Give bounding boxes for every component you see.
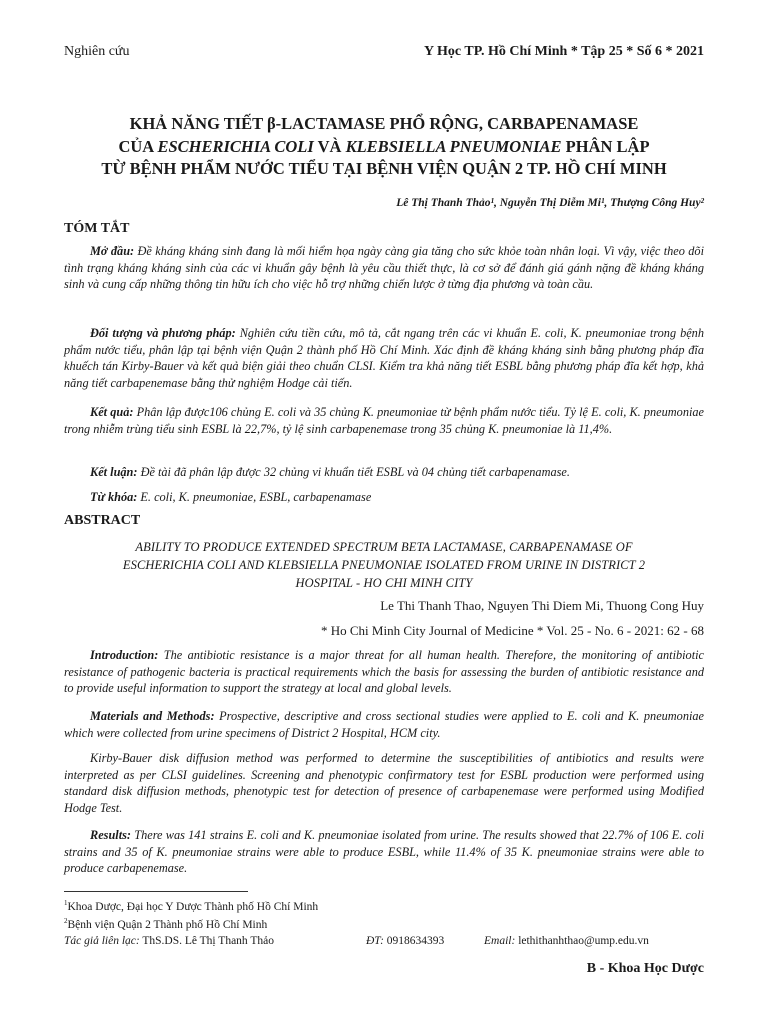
abstract-methods-label: Materials and Methods: — [90, 709, 215, 723]
title-text: PHÂN LẬP — [561, 136, 650, 156]
title-species-kpneumoniae: KLEBSIELLA PNEUMONIAE — [345, 136, 562, 156]
en-title-line-1: ABILITY TO PRODUCE EXTENDED SPECTRUM BETA LACTAMASE, CARBAPENAMASE OF — [135, 540, 633, 554]
summary-methods-text: Nghiên cứu tiền cứu, mô tả, cắt ngang trên các vi khuẩn E. coli, K. pneumoniae trong bệnh phẩm nước tiểu, phân lập tại bệnh viện Quận 2 thành phố Hồ Chí Minh. Xác định đề kháng kháng sinh bằng phương pháp đĩa khuếch tán Kirby-Bauer và kết quả biện giải theo chuẩn CLSI. Kiểm tra khả năng tiết ESBL bằng phương pháp đĩa kết hợp, khả năng tiết carbapenemase bằng thử nghiệm Hodge cải tiến. — [64, 326, 704, 390]
summary-conclusion-text: Đề tài đã phân lập được 32 chủng vi khuẩn tiết ESBL và 04 chủng tiết carbapenamase. — [137, 465, 570, 479]
footnote-divider — [64, 891, 248, 892]
footnote-2 — [64, 917, 267, 931]
contact-phone — [366, 935, 444, 947]
authors-en: Le Thi Thanh Thao, Nguyen Thi Diem Mi, Thuong Cong Huy — [380, 598, 704, 613]
authors-vn: Lê Thị Thanh Thảo¹, Nguyễn Thị Diễm Mi¹, Thượng Công Huy² — [396, 197, 704, 209]
footnote-1 — [64, 899, 318, 913]
summary-conclusion — [64, 464, 704, 481]
journal-citation-en: * Ho Chi Minh City Journal of Medicine * Vol. 25 - No. 6 - 2021: 62 - 68 — [320, 623, 704, 638]
title-text: VÀ — [313, 136, 346, 156]
contact-name: ThS.DS. Lê Thị Thanh Thảo — [139, 935, 274, 947]
summary-methods — [64, 325, 704, 391]
footnote-1-text: Khoa Dược, Đại học Y Dược Thành phố Hồ Chí Minh — [67, 900, 319, 913]
title-text: CỦA — [118, 136, 158, 156]
abstract-heading: ABSTRACT — [64, 513, 141, 528]
summary-keywords-text: E. coli, K. pneumoniae, ESBL, carbapenamase — [137, 490, 372, 504]
summary-keywords — [64, 489, 704, 506]
contact-label: Tác giả liên lạc: — [64, 935, 140, 947]
abstract-methods-2: Kirby-Bauer disk diffusion method was performed to determine the susceptibilities of antibiotics and results were interpreted as per CLSI guidelines. Screening and phenotypic confirmatory test for ESBL production were performed using standard disk diffusion methods, phenotypic test for detection of presence of carbapenemase were performed using Modified Hodge Test. — [64, 751, 704, 815]
title-line-3: TỪ BỆNH PHẨM NƯỚC TIỂU TẠI BỆNH VIỆN QUẬN 2 TP. HỒ CHÍ MINH — [101, 159, 667, 178]
summary-keywords-label: Từ khóa: — [90, 490, 138, 504]
title-line-1: KHẢ NĂNG TIẾT β-LACTAMASE PHỔ RỘNG, CARBAPENAMASE — [129, 114, 639, 133]
abstract-intro-text: The antibiotic resistance is a major threat for all human health. Therefore, the monitoring of antibiotic resistance of pathogenic bacteria is practical requirements which the basis for assessing the burden of antibiotic resistance and to provide useful information to support the strategy at local and global levels. — [64, 648, 704, 696]
summary-heading: TÓM TẮT — [64, 221, 130, 236]
summary-conclusion-label: Kết luận: — [90, 465, 138, 479]
summary-intro-text: Đề kháng kháng sinh đang là mối hiểm họa ngày càng gia tăng cho sức khỏe toàn nhân loại. Vì vậy, việc theo dõi tình trạng kháng kháng sinh của các vi khuẩn gây bệnh là yêu cầu thiết thực, là cơ sở để đánh giá gánh nặng đề kháng kháng sinh và cung cấp những thông tin hữu ích cho việc hỗ trợ những chiến lược ở từng địa phương và toàn cầu. — [64, 244, 704, 292]
article-title-en — [64, 538, 704, 592]
en-title-line-2: ESCHERICHIA COLI AND KLEBSIELLA PNEUMONIAE ISOLATED FROM URINE IN DISTRICT 2 — [122, 558, 646, 572]
phone-number: 0918634393 — [383, 935, 445, 947]
abstract-results-text: There was 141 strains E. coli and K. pneumoniae isolated from urine. The results showed that 22.7% of 106 E. coli strains and 35 of K. pneumoniae strains were able to produce ESBL, while 11.4% of 35 K. pneumoniae strains were able to produce carbapenemase. — [64, 828, 704, 876]
footnote-2-text: Bệnh viện Quận 2 Thành phố Hồ Chí Minh — [67, 918, 268, 931]
abstract-results — [64, 827, 704, 877]
summary-results — [64, 404, 704, 437]
footer-section-label: B - Khoa Học Dược — [586, 961, 704, 976]
summary-intro — [64, 243, 704, 293]
email-address: lethithanhthao@ump.edu.vn — [515, 935, 649, 947]
header-section-label: Nghiên cứu — [64, 44, 130, 59]
header-journal-info: Y Học TP. Hồ Chí Minh * Tập 25 * Số 6 * 2021 — [423, 44, 704, 59]
footnote-1-mark: 1 — [64, 899, 68, 907]
title-line-2 — [50, 136, 718, 159]
contact-email — [484, 935, 649, 947]
abstract-results-label: Results: — [90, 828, 131, 842]
abstract-intro-label: Introduction: — [90, 648, 159, 662]
abstract-methods-text: Prospective, descriptive and cross sectional studies were applied to E. coli and K. pneumoniae which were collected from urine specimens of District 2 Hospital, HCM city. — [64, 709, 705, 740]
email-label: Email: — [484, 935, 516, 947]
en-title-line-3: HOSPITAL - HO CHI MINH CITY — [295, 576, 473, 590]
title-species-ecoli: ESCHERICHIA COLI — [157, 136, 314, 156]
footnote-2-mark: 2 — [64, 917, 68, 925]
phone-label: ĐT: — [366, 935, 384, 947]
summary-methods-label: Đối tượng và phương pháp: — [90, 326, 236, 340]
corresponding-author — [64, 935, 704, 947]
summary-intro-label: Mở đầu: — [90, 244, 135, 258]
article-title-vn — [50, 113, 718, 181]
summary-results-label: Kết quả: — [90, 405, 134, 419]
abstract-methods — [64, 708, 704, 741]
abstract-introduction — [64, 647, 704, 697]
summary-results-text: Phân lập được106 chủng E. coli và 35 chủng K. pneumoniae từ bệnh phẩm nước tiểu. Tỷ lệ E. coli, K. pneumoniae trong nhiễm trùng tiểu sinh ESBL là 22,7%, tỷ lệ sinh carbapenemase trong 35 chủng K. pneumoniae là 11,4%. — [64, 405, 704, 436]
